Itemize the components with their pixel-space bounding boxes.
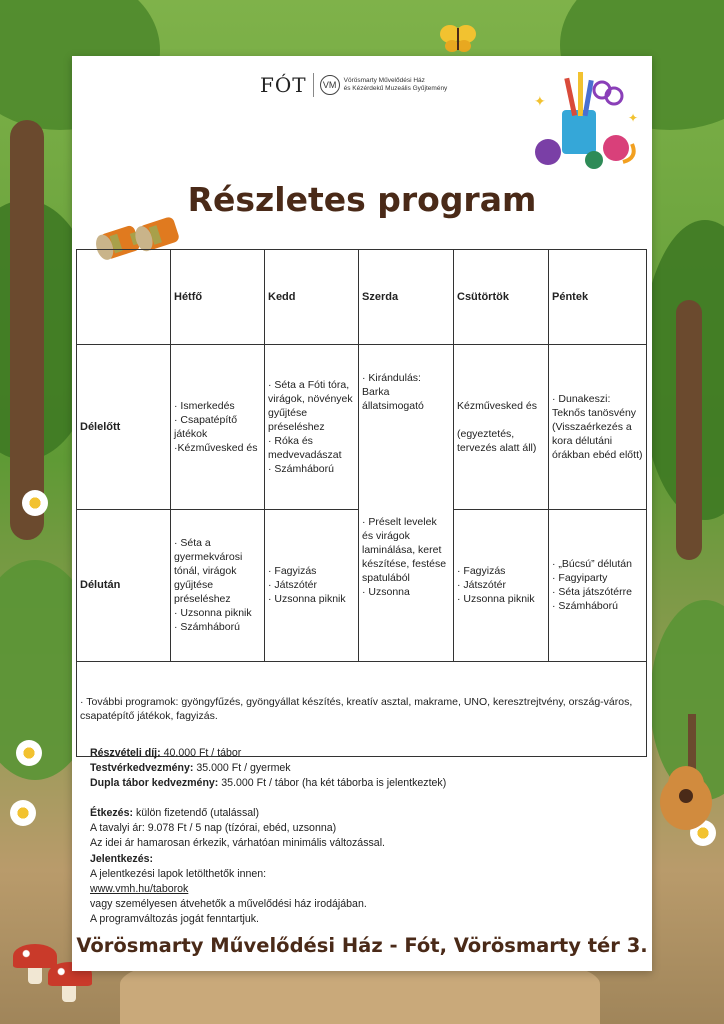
fee-line: Részvételi díj: 40.000 Ft / tábor	[90, 747, 242, 759]
svg-text:✦: ✦	[534, 93, 546, 109]
logo-divider	[313, 73, 314, 97]
footer-address: Vörösmarty Művelődési Ház - Fót, Vörösmarty tér 3.	[76, 934, 648, 957]
monday-afternoon-cell: · Séta a gyermekvárosi tónál, virágok gyűjtése préseléshez · Uzsonna piknik · Számháború	[171, 509, 265, 662]
daisy-icon	[10, 800, 36, 826]
this-year-price: Az idei ár hamarosan érkezik, várhatóan minimális változással.	[90, 837, 385, 850]
meal-line: Étkezés: külön fizetendő (utalással)	[90, 807, 260, 820]
wednesday-morning-cell: · Kirándulás: Barka állatsimogató	[359, 345, 454, 510]
changes-notice: A programváltozás jogát fenntartjuk.	[90, 912, 260, 925]
tuesday-morning-cell: · Séta a Fóti tóra, virágok, növények gyűjtése préseléshez · Róka és medvevadászat · Számháború	[265, 345, 359, 510]
table-header-row	[77, 250, 647, 345]
morning-label: Délelőtt	[77, 345, 171, 510]
sibling-discount-line: Testvérkedvezmény: 35.000 Ft / gyermek	[90, 762, 291, 775]
page-title: Részletes program	[187, 180, 537, 220]
double-camp-discount-line: Dupla tábor kedvezmény: 35.000 Ft / tábor (ha két táborba is jelentkeztek)	[90, 777, 447, 790]
craft-supplies-icon	[528, 66, 648, 176]
thursday-afternoon-cell: · Fagyizás · Játszótér · Uzsonna piknik	[454, 509, 549, 662]
tuesday-afternoon-cell: · Fagyizás · Játszótér · Uzsonna piknik	[265, 509, 359, 662]
forms-text: A jelentkezési lapok letölthetők innen:	[90, 867, 267, 880]
day-header: Kedd	[265, 250, 359, 345]
thursday-morning-cell: Kézművesked és (egyeztetés, tervezés alatt áll)	[454, 345, 549, 510]
header-logo	[260, 70, 447, 100]
mushroom-icon	[13, 944, 57, 968]
guitar-icon	[648, 714, 718, 834]
day-header: Csütörtök	[454, 250, 549, 345]
fot-logo: FÓT	[260, 73, 307, 97]
schedule-table	[76, 249, 647, 757]
svg-text:✦: ✦	[628, 111, 639, 125]
registration-link[interactable]: www.vmh.hu/taborok	[90, 882, 189, 895]
extra-programs-row	[77, 662, 647, 757]
daisy-icon	[22, 490, 48, 516]
friday-afternoon-cell: · „Búcsú” délután · Fagyiparty · Séta játszótérre · Számháború	[549, 509, 647, 662]
vm-logo-icon: VM	[320, 75, 340, 95]
day-header: Szerda	[359, 250, 454, 345]
extra-programs-cell: · További programok: gyöngyfűzés, gyöngyállat készítés, kreatív asztal, makrame, UNO, keresztrejtvény, ország-város, csapatépítő játékok, fagyizás.	[77, 662, 647, 757]
wednesday-afternoon-cell: · Préselt levelek és virágok laminálása, keret készítése, festése spatulából · Uzsonna	[359, 509, 454, 662]
day-header: Péntek	[549, 250, 647, 345]
friday-morning-cell: · Dunakeszi: Teknős tanösvény (Visszaérkezés a kora délutáni órákban ebéd előtt)	[549, 345, 647, 510]
organization-name: Vörösmarty Művelődési Ház és Kézérdekű Muzeális Gyűjtemény	[343, 77, 448, 92]
info-section	[90, 746, 640, 927]
day-header: Hétfő	[171, 250, 265, 345]
in-person-text: vagy személyesen átvehetők a művelődési ház irodájában.	[90, 897, 367, 910]
application-heading: Jelentkezés:	[90, 852, 154, 865]
afternoon-label: Délután	[77, 509, 171, 662]
daisy-icon	[16, 740, 42, 766]
butterfly-icon	[438, 22, 478, 56]
monday-morning-cell: · Ismerkedés · Csapatépítő játékok ·Kézművesked és	[171, 345, 265, 510]
corner-cell	[77, 250, 171, 345]
program-sheet	[72, 56, 652, 971]
last-year-price: A tavalyi ár: 9.078 Ft / 5 nap (tízórai, ebéd, uzsonna)	[90, 822, 337, 835]
morning-row	[77, 345, 647, 510]
afternoon-row	[77, 509, 647, 662]
